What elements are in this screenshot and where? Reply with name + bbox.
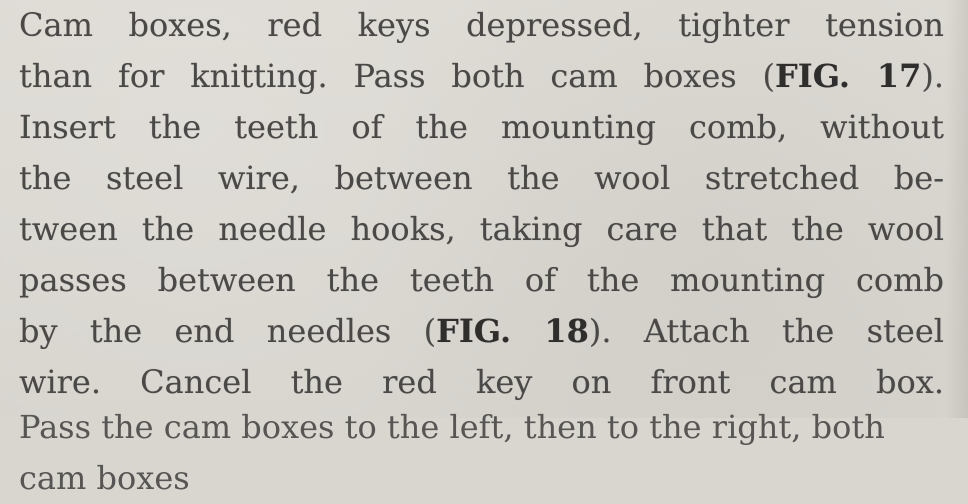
line-7-text-end: ). Attach the steel bbox=[588, 312, 945, 350]
text-line-2 bbox=[19, 51, 944, 102]
figure-reference-18: FIG. 18 bbox=[436, 312, 589, 350]
figure-reference-17: FIG. 17 bbox=[775, 57, 922, 95]
line-1-text: Cam boxes, red keys depressed, tighter tension bbox=[19, 6, 944, 44]
line-7-text-start: by the end needles ( bbox=[19, 312, 437, 350]
text-line-6 bbox=[19, 255, 944, 306]
text-line-3 bbox=[19, 102, 944, 153]
line-6-text: passes between the teeth of the mounting comb bbox=[19, 261, 944, 299]
text-line-7 bbox=[19, 306, 944, 357]
line-8-text: wire. Cancel the red key on front cam box. bbox=[19, 363, 944, 401]
line-5-text: tween the needle hooks, taking care that the wool bbox=[19, 210, 944, 248]
line-2-text-end: ). bbox=[921, 57, 945, 95]
partial-line-text: Pass the cam boxes to the left, then to the right, both cam boxes bbox=[19, 408, 885, 497]
text-line-1 bbox=[19, 0, 944, 51]
text-line-8 bbox=[19, 357, 944, 408]
line-2-text-start: than for knitting. Pass both cam boxes ( bbox=[19, 57, 776, 95]
text-line-5 bbox=[19, 204, 944, 255]
line-4-text: the steel wire, between the wool stretched be- bbox=[19, 159, 944, 197]
text-line-4 bbox=[19, 153, 944, 204]
instruction-paragraph bbox=[19, 0, 944, 408]
line-3-text: Insert the teeth of the mounting comb, without bbox=[19, 108, 944, 146]
partially-visible-next-line bbox=[19, 402, 944, 497]
